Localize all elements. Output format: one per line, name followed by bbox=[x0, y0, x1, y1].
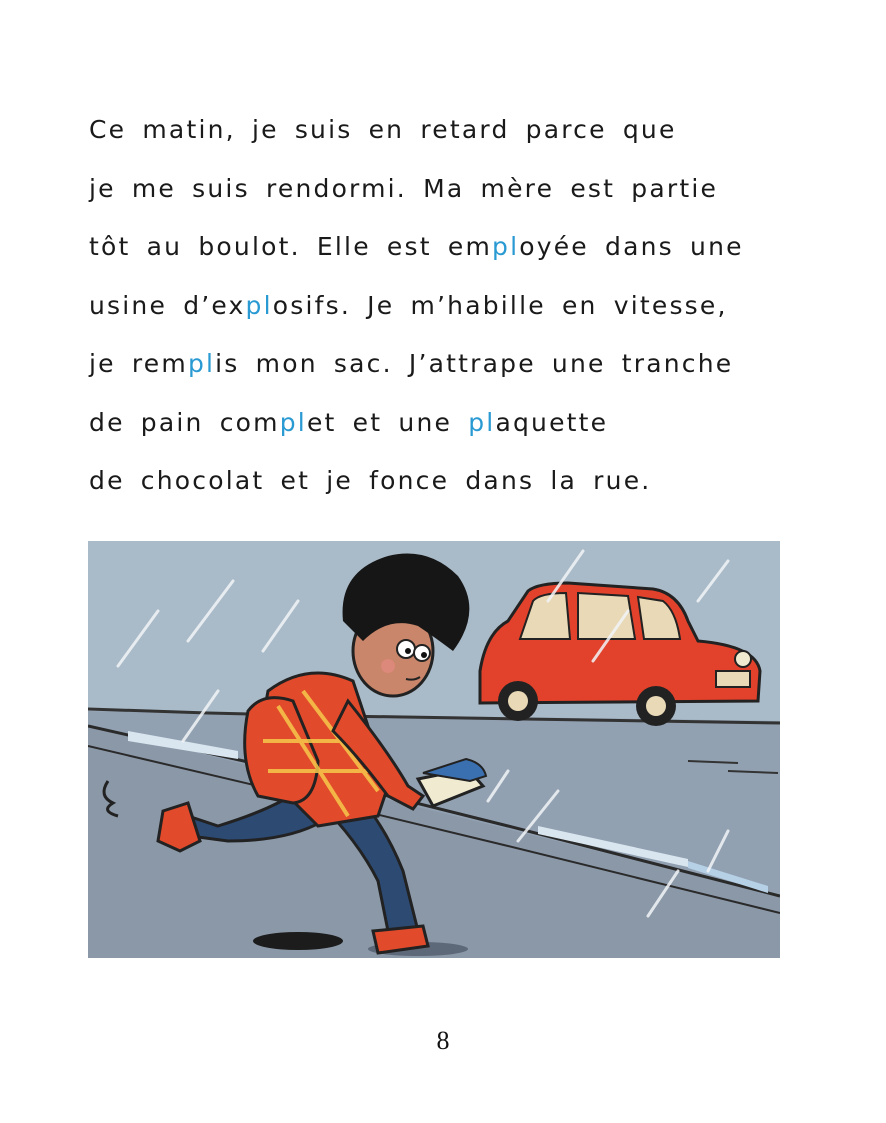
text-segment: is mon sac. J’attrape une tranche bbox=[215, 349, 734, 378]
text-segment: aquette bbox=[495, 407, 609, 437]
shadow bbox=[253, 932, 343, 950]
text-line-1 bbox=[89, 110, 809, 169]
text-segment: tôt au boulot. Elle est em bbox=[89, 232, 493, 261]
text-line-4 bbox=[89, 286, 809, 345]
highlighted-letters: pl bbox=[492, 232, 520, 261]
text-segment: je rem bbox=[89, 349, 188, 378]
highlighted-letters: pl bbox=[187, 349, 216, 378]
text-line-7 bbox=[89, 461, 809, 520]
text-segment: et et une bbox=[306, 407, 469, 437]
highlighted-letters: pl bbox=[279, 407, 307, 437]
text-segment: je me suis rendormi. Ma mère est partie bbox=[89, 173, 719, 203]
illustration-boy-running-in-rain bbox=[88, 541, 780, 958]
highlighted-letters: pl bbox=[468, 407, 496, 437]
text-segment: de chocolat et je fonce dans la rue. bbox=[89, 466, 652, 495]
text-segment: de pain com bbox=[89, 407, 280, 437]
highlighted-letters: pl bbox=[245, 290, 273, 320]
text-line-3 bbox=[89, 227, 809, 286]
text-segment: Ce matin, je suis en retard parce que bbox=[89, 115, 677, 144]
page-number: 8 bbox=[436, 1026, 450, 1055]
text-segment: usine d’ex bbox=[89, 290, 246, 320]
story-text bbox=[89, 110, 809, 520]
text-segment: oyée dans une bbox=[519, 232, 744, 261]
text-line-6 bbox=[89, 403, 809, 462]
text-line-2 bbox=[89, 169, 809, 228]
text-segment: osifs. Je m’habille en vitesse, bbox=[272, 290, 728, 320]
text-line-5 bbox=[89, 344, 809, 403]
